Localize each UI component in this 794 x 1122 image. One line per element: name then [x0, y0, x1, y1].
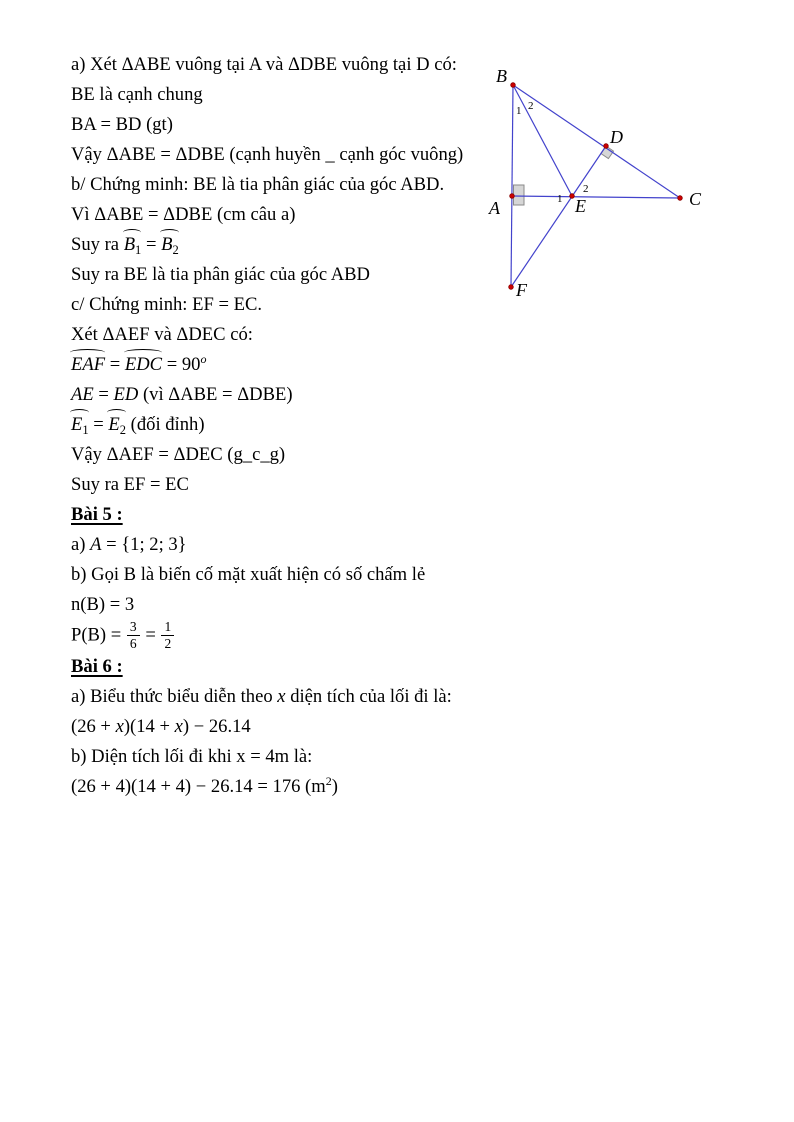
fraction: $\frac{1}{2}$ — [160, 619, 175, 651]
text-segment: $E_1$ — [71, 410, 89, 440]
text-segment: (26 + 4)(14 + 4) − 26.14 = 176 (m — [71, 776, 326, 798]
text-segment: ) — [331, 776, 338, 798]
text-segment: ) − 26.14 — [182, 716, 251, 738]
point-A — [510, 194, 515, 199]
text-segment: a) — [71, 534, 91, 555]
text-segment: AE — [71, 384, 94, 405]
text-segment: c/ Chứng minh: EF = EC. — [71, 294, 263, 315]
text-segment: $E_2$ — [108, 410, 126, 440]
text-segment: Vậy ΔABE = ΔDBE (cạnh huyền _ cạnh góc vuông) — [71, 144, 464, 165]
text-segment: = 90 — [162, 354, 201, 375]
text-segment: n(B) = 3 — [71, 594, 135, 615]
segment-B-C — [513, 85, 680, 198]
text-segment: = — [140, 624, 161, 646]
point-C — [678, 196, 683, 201]
text-segment: )(14 + — [123, 716, 175, 738]
doc-line — [71, 652, 731, 682]
text-segment: = — [105, 354, 125, 375]
doc-line — [71, 410, 731, 440]
doc-line — [71, 350, 731, 380]
angle-label-E1: 1 — [557, 193, 563, 205]
text-segment: diện tích của lối đi là: — [285, 686, 452, 708]
text-segment: (đối đỉnh) — [126, 414, 205, 435]
label-E: E — [575, 196, 586, 216]
text-segment: Vì ΔABE = ΔDBE (cm câu a) — [71, 204, 296, 225]
text-segment: (26 + — [71, 716, 116, 738]
text-segment: A — [90, 534, 102, 555]
segment-B-F — [511, 85, 513, 287]
text-segment: = — [88, 414, 109, 435]
text-segment: = — [141, 234, 162, 255]
text-segment: 2 — [325, 773, 332, 788]
text-segment: x — [174, 716, 183, 738]
text-segment: b) Gọi B là biến cố mặt xuất hiện có số chấm lẻ — [71, 564, 426, 585]
text-segment: $B_2$ — [161, 230, 179, 260]
text-segment: Bài 5 : — [71, 504, 123, 525]
text-segment: (vì ΔABE = ΔDBE) — [138, 384, 293, 405]
label-F: F — [516, 280, 527, 300]
text-segment: Suy ra BE là tia phân giác của góc ABD — [71, 264, 370, 285]
angle-label-B2: 2 — [528, 100, 534, 112]
label-B: B — [496, 66, 507, 86]
doc-line — [71, 500, 731, 530]
segment-F-D — [511, 146, 606, 287]
doc-line — [71, 742, 731, 772]
text-segment: BE là cạnh chung — [71, 84, 203, 105]
text-segment: x — [277, 686, 286, 708]
label-D: D — [610, 127, 623, 147]
label-C: C — [689, 189, 702, 209]
text-segment: = — [93, 384, 114, 405]
text-segment: $B_1$ — [124, 230, 142, 260]
segment-B-E — [513, 85, 572, 196]
angle-label-B1: 1 — [516, 105, 522, 117]
text-segment: Bài 6 : — [71, 656, 123, 678]
right-angle-marker-A — [514, 185, 525, 205]
text-segment: EAF — [71, 350, 105, 380]
angle-label-E2: 2 — [583, 183, 589, 195]
fraction: $\frac{3}{6}$ — [126, 619, 141, 651]
point-D — [604, 144, 609, 149]
doc-line — [71, 470, 731, 500]
text-segment: a) Biểu thức biểu diễn theo — [71, 686, 278, 708]
text-segment: b) Diện tích lối đi khi x = 4m là: — [71, 746, 313, 768]
text-segment: EDC — [125, 350, 162, 380]
text-segment: P(B) = — [71, 624, 126, 646]
text-segment: Suy ra — [71, 234, 124, 255]
point-E — [570, 194, 575, 199]
text-segment: a) Xét ΔABE vuông tại A và ΔDBE vuông tại D có: — [71, 54, 457, 75]
doc-line — [71, 590, 731, 620]
doc-line — [71, 772, 731, 802]
doc-line — [71, 682, 731, 712]
text-segment: x — [115, 716, 124, 738]
doc-line — [71, 712, 731, 742]
text-segment: b/ Chứng minh: BE là tia phân giác của góc ABD. — [71, 174, 445, 195]
text-segment: Suy ra EF = EC — [71, 474, 189, 495]
doc-line — [71, 380, 731, 410]
text-segment: BA = BD (gt) — [71, 114, 173, 135]
text-segment: Xét ΔAEF và ΔDEC có: — [71, 324, 253, 345]
doc-line — [71, 530, 731, 560]
text-segment: ED — [113, 384, 139, 405]
text-segment: = {1; 2; 3} — [101, 534, 187, 555]
geometry-figure — [480, 50, 715, 312]
doc-line — [71, 620, 731, 652]
doc-line — [71, 440, 731, 470]
text-segment: Vậy ΔAEF = ΔDEC (g_c_g) — [71, 444, 286, 465]
doc-line — [71, 560, 731, 590]
point-F — [509, 285, 514, 290]
point-B — [511, 83, 516, 88]
text-segment: o — [200, 351, 207, 366]
doc-line — [71, 320, 731, 350]
label-A: A — [489, 198, 500, 218]
segment-A-C — [512, 196, 680, 198]
